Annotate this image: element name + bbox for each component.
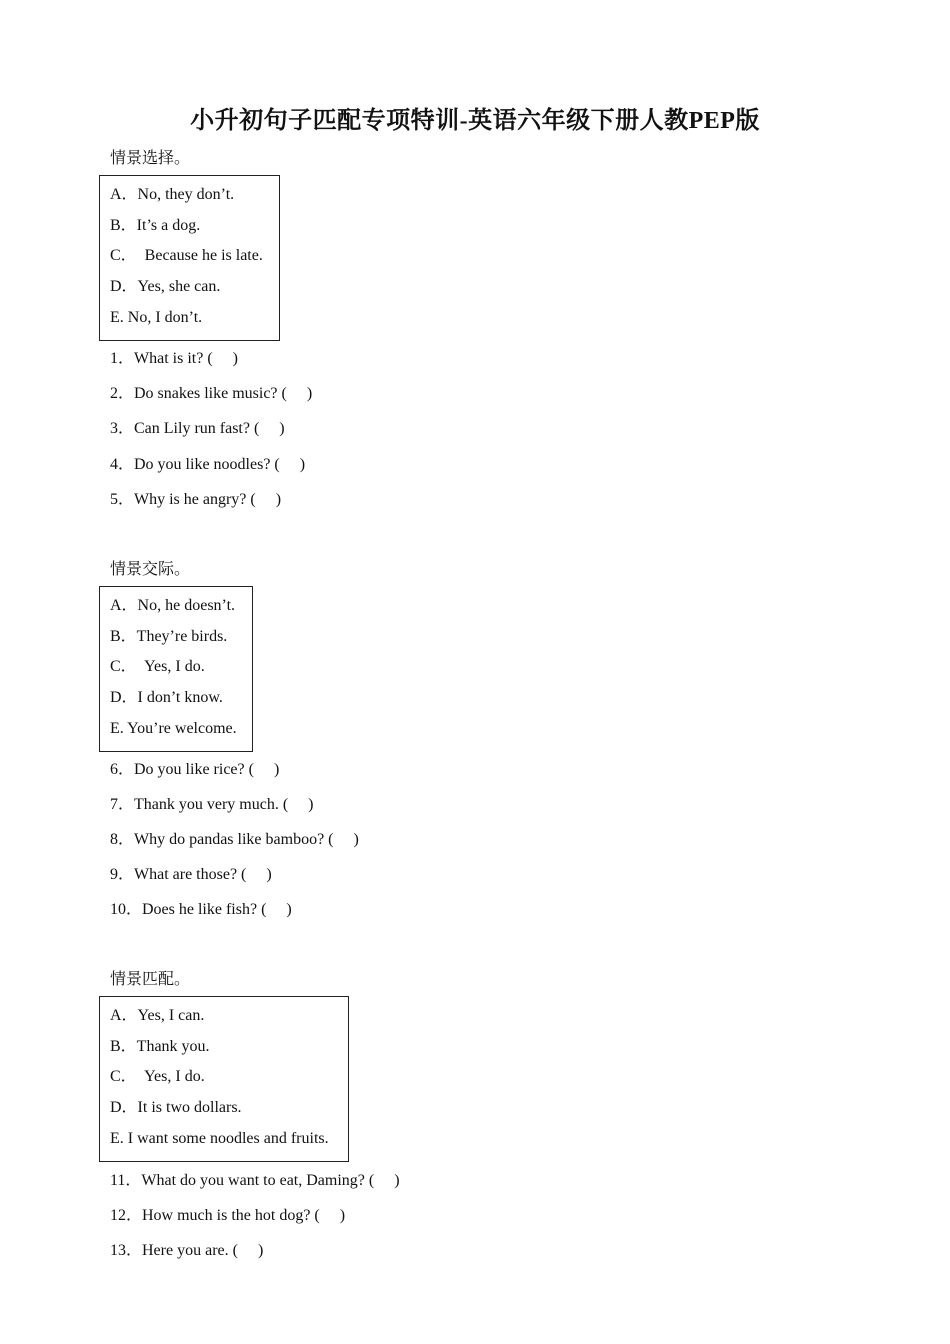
option-d: D．It is two dollars. (110, 1099, 242, 1117)
section-3-label: 情景匹配。 (110, 971, 191, 988)
section-2-options-box (99, 586, 253, 752)
question-6: 6．Do you like rice? ( ) (110, 761, 280, 778)
option-e: E. I want some noodles and fruits. (110, 1129, 329, 1147)
page-title: 小升初句子匹配专项特训-英语六年级下册人教PEP版 (190, 108, 760, 134)
question-7: 7．Thank you very much. ( ) (110, 796, 314, 813)
option-d: D．Yes, she can. (110, 278, 221, 296)
option-a: A．No, they don’t. (110, 186, 235, 203)
question-11: 11．What do you want to eat, Daming? ( ) (110, 1172, 400, 1189)
question-10: 10．Does he like fish? ( ) (110, 901, 292, 918)
option-d: D．I don’t know. (110, 689, 223, 707)
question-13: 13．Here you are. ( ) (110, 1242, 264, 1259)
option-c: C． Yes, I do. (110, 658, 205, 676)
option-c: C． Because he is late. (110, 247, 263, 265)
question-9: 9．What are those? ( ) (110, 866, 272, 883)
section-2-label: 情景交际。 (110, 561, 191, 578)
section-1-label: 情景选择。 (110, 150, 191, 167)
section-3-options-box (99, 996, 349, 1162)
question-3: 3．Can Lily run fast? ( ) (110, 420, 285, 437)
question-4: 4．Do you like noodles? ( ) (110, 456, 306, 473)
option-e: E. You’re welcome. (110, 719, 237, 737)
question-8: 8．Why do pandas like bamboo? ( ) (110, 831, 359, 848)
question-12: 12．How much is the hot dog? ( ) (110, 1207, 346, 1224)
question-1: 1．What is it? ( ) (110, 350, 238, 367)
question-2: 2．Do snakes like music? ( ) (110, 385, 313, 402)
option-a: A．Yes, I can. (110, 1007, 205, 1024)
option-b: B．Thank you. (110, 1037, 210, 1055)
section-1-options-box (99, 175, 280, 341)
option-c: C． Yes, I do. (110, 1068, 205, 1086)
option-e: E. No, I don’t. (110, 308, 203, 326)
question-5: 5．Why is he angry? ( ) (110, 491, 282, 508)
option-b: B．It’s a dog. (110, 216, 201, 234)
option-a: A．No, he doesn’t. (110, 597, 236, 614)
option-b: B．They’re birds. (110, 627, 228, 645)
